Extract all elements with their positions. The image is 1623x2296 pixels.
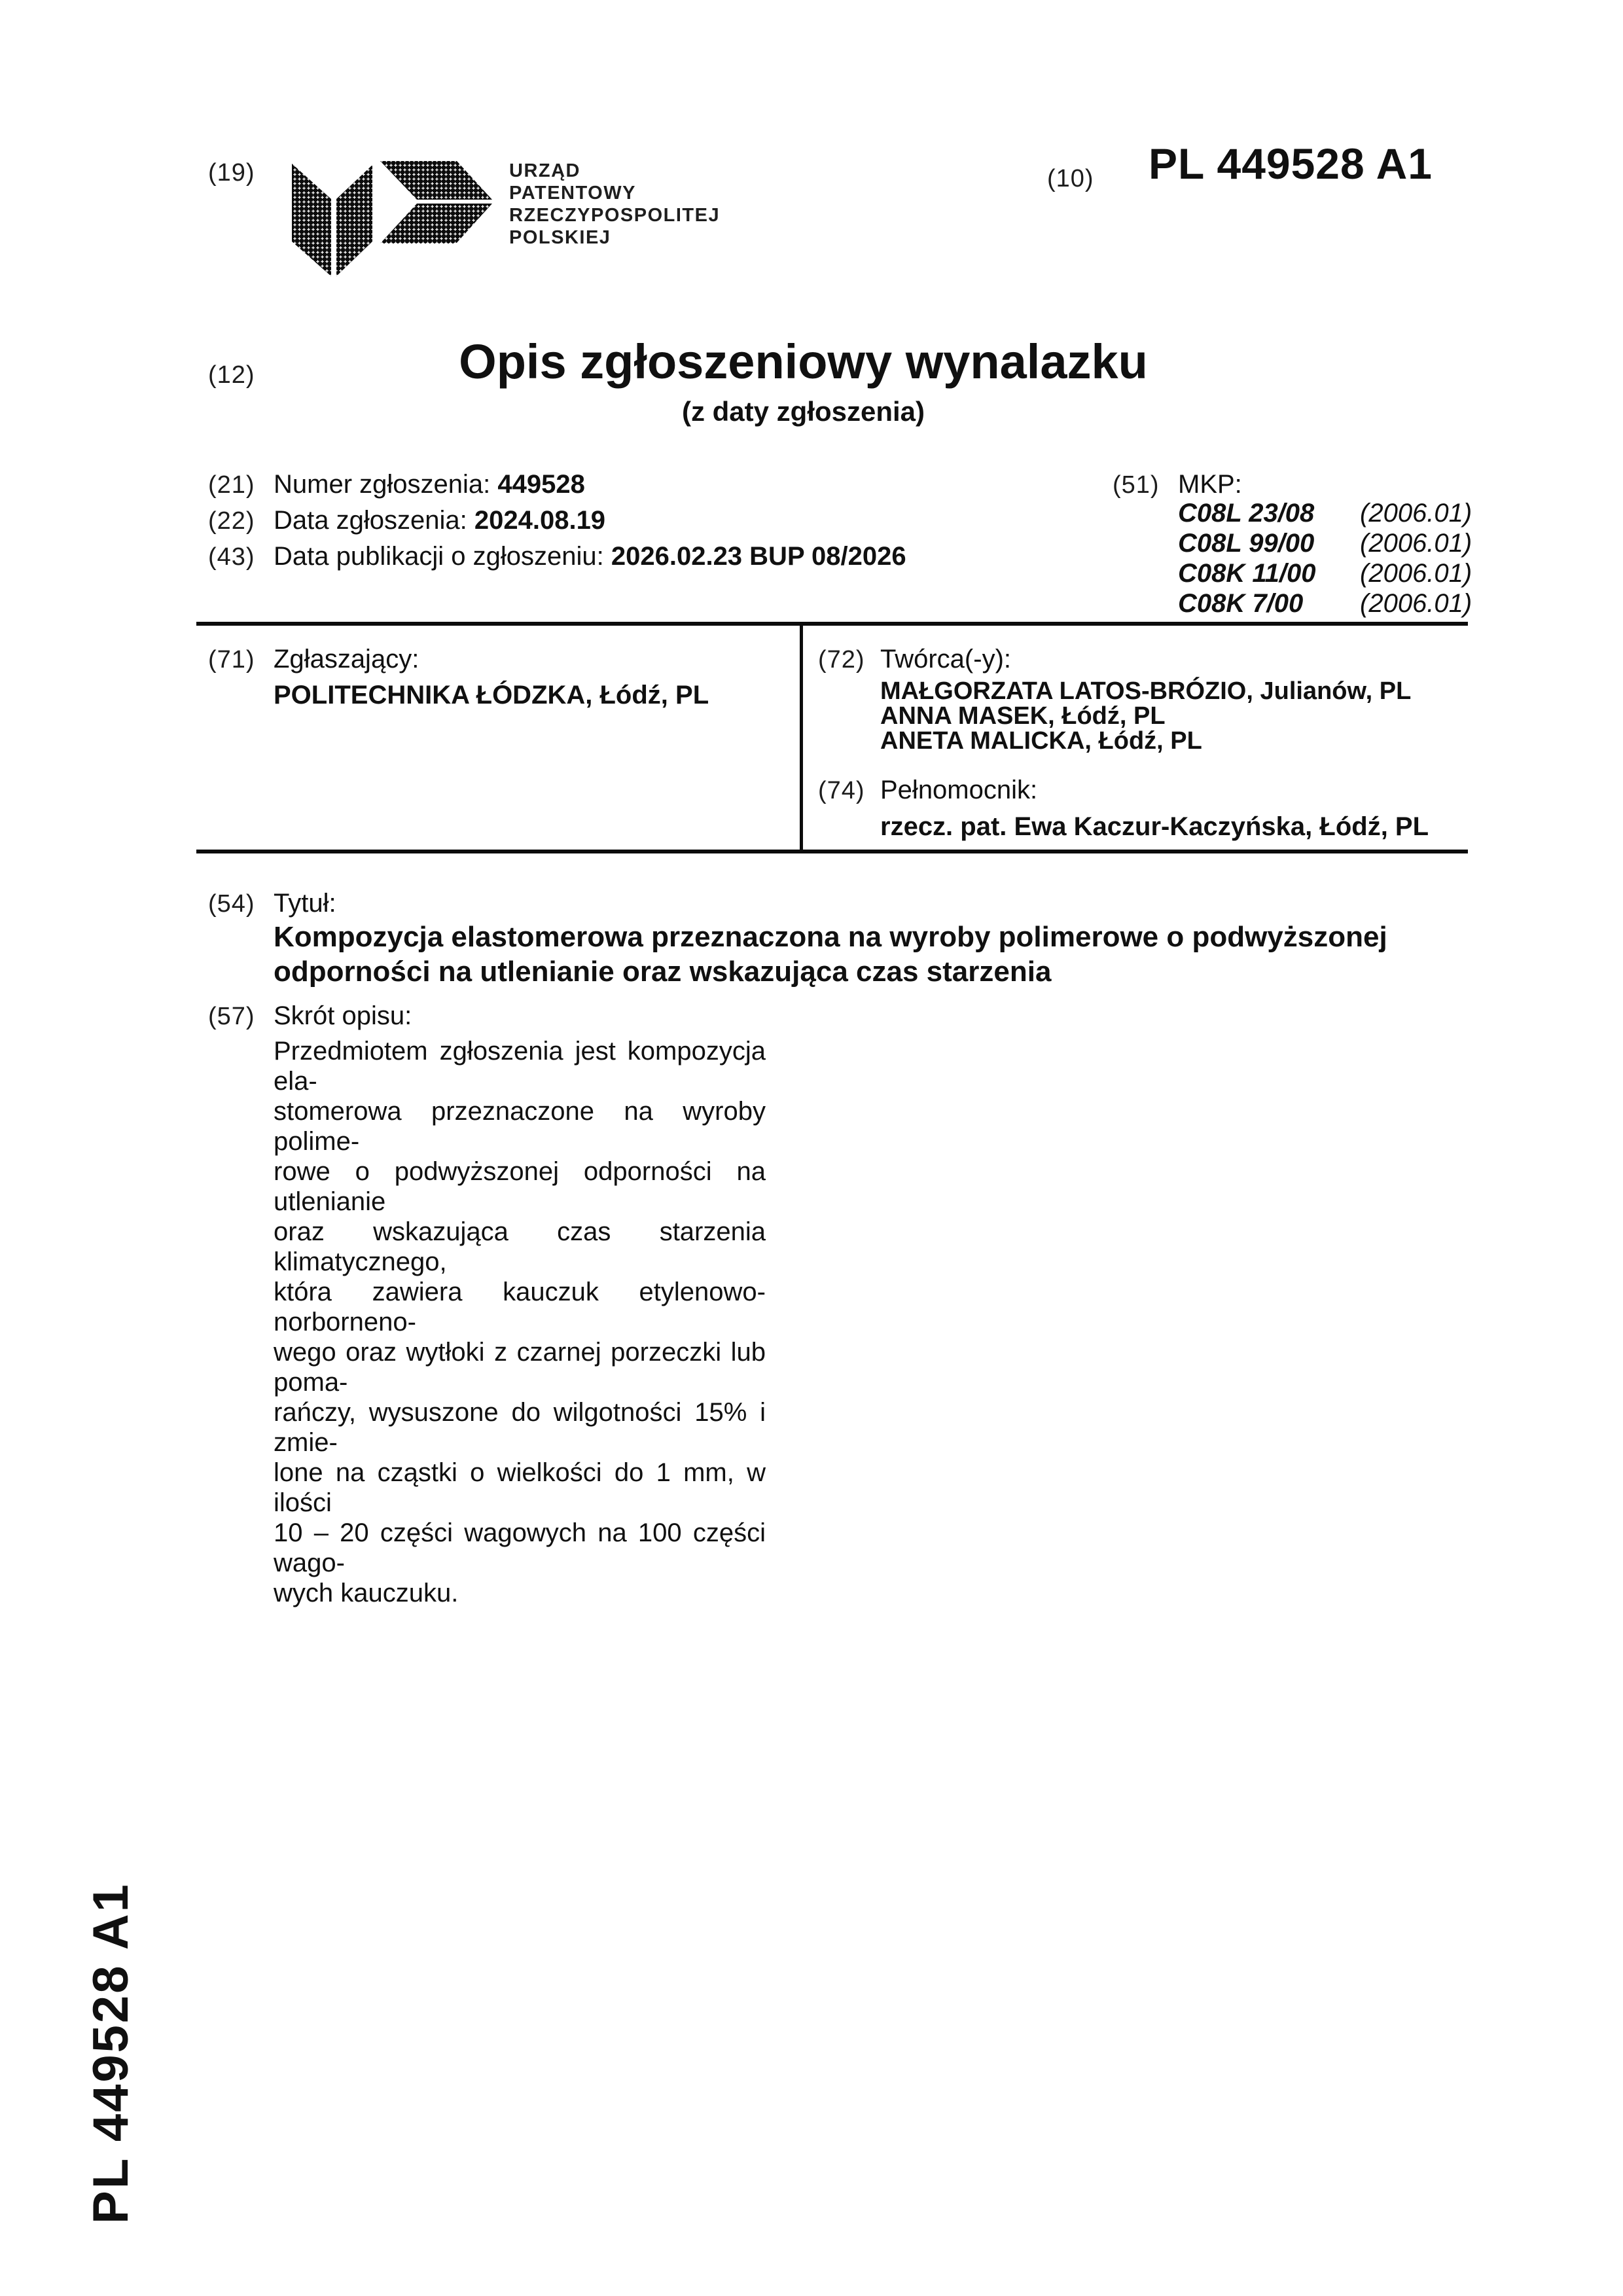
field-22-label: Data zgłoszenia: <box>274 506 467 535</box>
abstract-line: wego oraz wytłoki z czarnej porzeczki lub poma- <box>274 1338 766 1397</box>
ipc-code: C08L 23/08 <box>1178 499 1315 528</box>
field-22-number: (22) <box>208 507 255 535</box>
abstract-line: 10 – 20 części wagowych na 100 części wago- <box>274 1518 766 1577</box>
inventor-name: MAŁGORZATA LATOS-BRÓZIO, Julianów, PL <box>880 677 1412 705</box>
field-43-number: (43) <box>208 543 255 571</box>
inventor-list <box>880 679 1411 753</box>
abstract-line: oraz wskazująca czas starzenia klimatycznego, <box>274 1217 766 1276</box>
field-22-value: 2024.08.19 <box>474 506 606 535</box>
office-name-line: POLSKIEJ <box>509 227 611 248</box>
ipc-code: C08K 11/00 <box>1178 559 1316 588</box>
abstract-line: wych kauczuku. <box>274 1579 459 1607</box>
kind-code-10-label: (10) <box>1047 165 1094 192</box>
field-72-number: (72) <box>818 646 865 673</box>
abstract-line: rańczy, wysuszone do wilgotności 15% i zmie- <box>274 1398 766 1457</box>
field-74-number: (74) <box>818 777 865 804</box>
document-title-block <box>196 334 1410 427</box>
field-51-number: (51) <box>1113 471 1160 499</box>
side-publication-number: PL 449528 A1 <box>83 1882 139 2224</box>
field-43-label: Data publikacji o zgłoszeniu: <box>274 542 604 571</box>
field-72-label: Twórca(-y): <box>880 645 1011 673</box>
ipc-version: (2006.01) <box>1360 589 1472 618</box>
ipc-code: C08K 7/00 <box>1178 589 1304 618</box>
inventor-name: ANETA MALICKA, Łódź, PL <box>880 727 1202 755</box>
inventor-name: ANNA MASEK, Łódź, PL <box>880 702 1166 730</box>
horizontal-rule-bottom <box>196 850 1468 853</box>
ipc-version: (2006.01) <box>1360 529 1472 558</box>
office-name-line: URZĄD <box>509 160 580 181</box>
attorney-name: rzecz. pat. Ewa Kaczur-Kaczyńska, Łódź, PL <box>880 812 1429 841</box>
field-51-label: MKP: <box>1178 470 1242 499</box>
ipc-version: (2006.01) <box>1360 559 1472 588</box>
abstract-line: rowe o podwyższonej odporności na utlenianie <box>274 1157 766 1216</box>
patent-office-name <box>509 160 720 249</box>
field-21-label: Numer zgłoszenia: <box>274 470 491 499</box>
document-title: Opis zgłoszeniowy wynalazku <box>459 334 1148 389</box>
invention-title-line: odporności na utlenianie oraz wskazująca czas starzenia <box>274 956 1052 988</box>
horizontal-rule-top <box>196 622 1468 626</box>
field-21-number: (21) <box>208 471 255 499</box>
applicant-name: POLITECHNIKA ŁÓDZKA, Łódź, PL <box>274 681 709 709</box>
invention-title-line: Kompozycja elastomerowa przeznaczona na wyroby polimerowe o podwyższonej <box>274 921 1387 953</box>
field-57-number: (57) <box>208 1003 255 1030</box>
ipc-code: C08L 99/00 <box>1178 529 1315 558</box>
vertical-divider <box>800 622 803 853</box>
office-name-line: RZECZYPOSPOLITEJ <box>509 205 721 226</box>
document-subtitle: (z daty zgłoszenia) <box>681 396 925 427</box>
field-54-number: (54) <box>208 890 255 918</box>
ipc-version: (2006.01) <box>1360 499 1472 528</box>
uprp-logo-icon <box>288 158 492 276</box>
field-54-label: Tytuł: <box>274 889 336 918</box>
abstract-line: lone na cząstki o wielkości do 1 mm, w ilości <box>274 1458 766 1517</box>
abstract-line: Przedmiotem zgłoszenia jest kompozycja ela- <box>274 1037 766 1096</box>
field-57-label: Skrót opisu: <box>274 1001 412 1030</box>
invention-title <box>274 920 1387 989</box>
field-71-number: (71) <box>208 646 255 673</box>
abstract-text <box>274 1036 766 1608</box>
field-71-label: Zgłaszający: <box>274 645 419 673</box>
kind-code-19-label: (19) <box>208 159 255 187</box>
field-21-application-number <box>274 470 585 499</box>
office-name-line: PATENTOWY <box>509 183 636 204</box>
kind-code-12-label: (12) <box>208 361 255 389</box>
field-21-value: 449528 <box>497 470 585 499</box>
publication-number: PL 449528 A1 <box>1149 139 1433 188</box>
abstract-line: która zawiera kauczuk etylenowo-norborneno- <box>274 1278 766 1336</box>
field-43-publication-date <box>274 542 906 571</box>
field-22-filing-date <box>274 506 605 535</box>
abstract-line: stomerowa przeznaczone na wyroby polime- <box>274 1097 766 1156</box>
field-43-value: 2026.02.23 BUP 08/2026 <box>611 542 906 571</box>
field-74-label: Pełnomocnik: <box>880 776 1038 804</box>
